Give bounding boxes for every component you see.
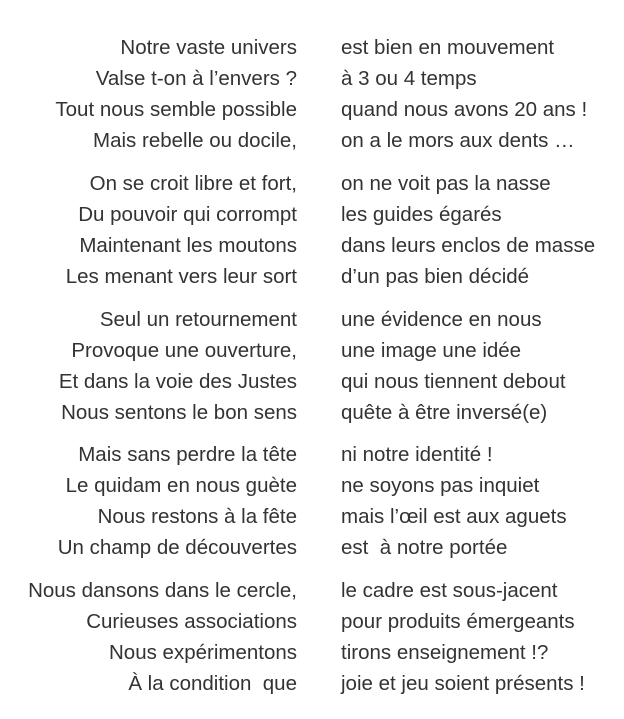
verse-right: d’un pas bien décidé [341,265,530,288]
stanza-5 [0,575,624,699]
verse-left: Nous restons à la fête [97,505,297,528]
stanza-3 [0,304,624,428]
verse-left: À la condition que [128,672,297,695]
verse-right: quête à être inversé(e) [341,401,548,424]
verse-right: on a le mors aux dents … [341,129,575,152]
verse-left: Et dans la voie des Justes [58,370,297,393]
stanza-2 [0,168,624,292]
verse-right: qui nous tiennent debout [341,370,566,393]
verse-right: pour produits émergeants [341,610,575,633]
verse-line [0,125,624,156]
verse-left: Mais sans perdre la tête [78,443,297,466]
verse-line [0,397,624,428]
verse-line [0,63,624,94]
verse-left: Tout nous semble possible [55,98,297,121]
verse-line [0,335,624,366]
verse-left: On se croit libre et fort, [89,172,297,195]
verse-line [0,230,624,261]
stanza-4 [0,439,624,563]
verse-line [0,532,624,563]
verse-left: Mais rebelle ou docile, [93,129,297,152]
verse-line [0,637,624,668]
verse-right: ni notre identité ! [341,443,493,466]
verse-line [0,439,624,470]
verse-left: Nous sentons le bon sens [61,401,297,424]
verse-line [0,199,624,230]
verse-left: Nous expérimentons [108,641,297,664]
verse-left: Le quidam en nous guète [65,474,297,497]
stanza-1 [0,32,624,156]
verse-line [0,94,624,125]
verse-line [0,261,624,292]
verse-right: est à notre portée [341,536,508,559]
verse-right: à 3 ou 4 temps [341,67,477,90]
verse-line [0,501,624,532]
verse-left: Un champ de découvertes [57,536,297,559]
verse-right: dans leurs enclos de masse [341,234,596,257]
verse-left: Curieuses associations [86,610,297,633]
verse-left: Provoque une ouverture, [71,339,297,362]
verse-right: le cadre est sous-jacent [341,579,558,602]
verse-left: Seul un retournement [99,308,297,331]
verse-right: une image une idée [341,339,522,362]
verse-right: joie et jeu soient présents ! [341,672,585,695]
verse-line [0,668,624,699]
verse-line [0,366,624,397]
verse-left: Les menant vers leur sort [65,265,297,288]
verse-line [0,32,624,63]
verse-left: Maintenant les moutons [79,234,297,257]
verse-left: Valse t-on à l’envers ? [95,67,297,90]
verse-right: une évidence en nous [341,308,542,331]
verse-line [0,606,624,637]
verse-right: mais l’œil est aux aguets [341,505,567,528]
verse-line [0,168,624,199]
verse-right: quand nous avons 20 ans ! [341,98,588,121]
verse-line [0,470,624,501]
verse-left: Notre vaste univers [120,36,297,59]
verse-line [0,304,624,335]
verse-right: on ne voit pas la nasse [341,172,551,195]
verse-right: tirons enseignement !? [341,641,549,664]
verse-right: est bien en mouvement [341,36,555,59]
verse-right: les guides égarés [341,203,502,226]
verse-right: ne soyons pas inquiet [341,474,540,497]
verse-left: Du pouvoir qui corrompt [78,203,297,226]
verse-left: Nous dansons dans le cercle, [28,579,297,602]
verse-line [0,575,624,606]
